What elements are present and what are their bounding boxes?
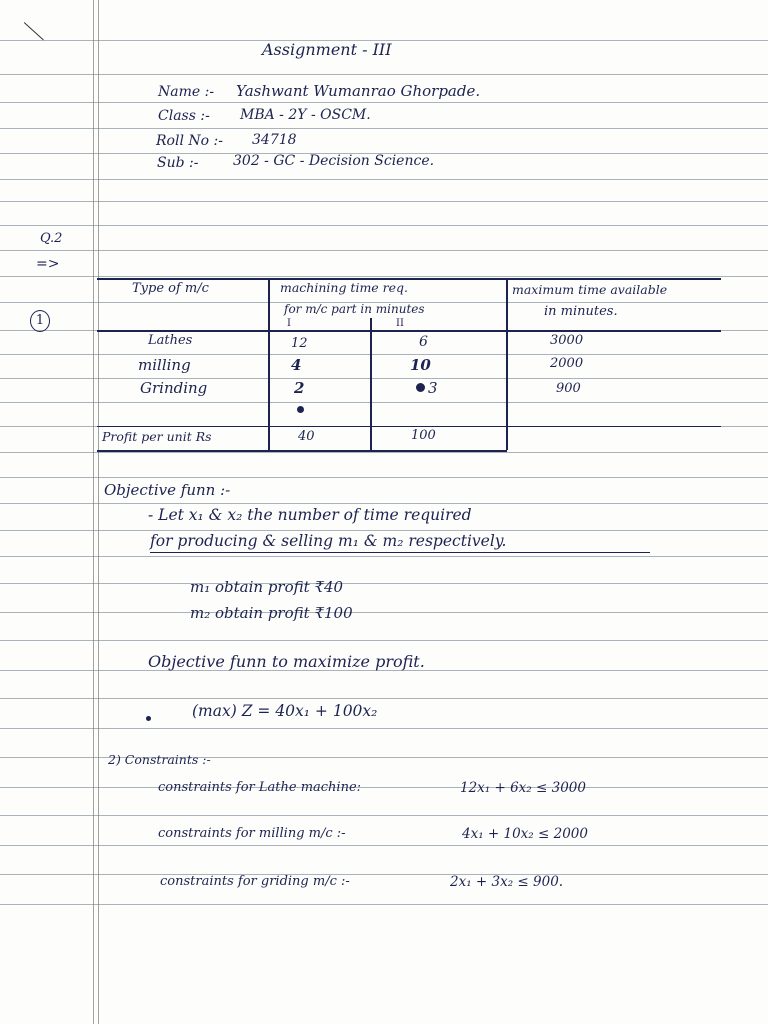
row-product-one: 12 [291, 336, 308, 351]
rule-line [0, 583, 768, 584]
row-product-two: 3 [428, 379, 438, 397]
rule-line [0, 530, 768, 531]
rule-line [0, 201, 768, 202]
header-product-one: I [287, 318, 291, 329]
rule-line [0, 728, 768, 729]
row-type: Grinding [140, 379, 208, 397]
rule-line [0, 354, 768, 355]
header-type: Type of m/c [132, 281, 209, 296]
margin-line [93, 0, 94, 1024]
header-max-line1: maximum time available [512, 282, 668, 297]
table-column-divider [370, 318, 372, 450]
rule-line [0, 102, 768, 103]
rule-line [0, 179, 768, 180]
rule-line [0, 225, 768, 226]
row-type: Lathes [148, 333, 193, 348]
part-one-marker: 1 [30, 310, 50, 332]
table-column-divider [506, 278, 508, 450]
table-row-divider [97, 426, 721, 427]
profit-product-two: 100 [411, 428, 436, 443]
table-border-top [97, 278, 721, 280]
objective-statement: Objective funn to maximize profit. [148, 652, 425, 671]
roll-label: Roll No :- [156, 133, 223, 149]
objective-heading: Objective funn :- [104, 481, 231, 499]
table-border-bottom [97, 450, 507, 452]
profit-label: Profit per unit Rs [102, 429, 212, 444]
header-max-line2: in minutes. [544, 304, 618, 319]
rule-line [0, 402, 768, 403]
m2-profit: m₂ obtain profit ₹100 [190, 604, 353, 622]
pen-stroke [24, 22, 44, 40]
rule-line [0, 904, 768, 905]
rule-line [0, 74, 768, 75]
row-max-time: 900 [556, 381, 581, 396]
bullet-dot [146, 716, 151, 721]
roll-value: 34718 [252, 132, 297, 148]
constraint-expression: 12x₁ + 6x₂ ≤ 3000 [460, 780, 586, 796]
rule-line [0, 477, 768, 478]
page-title: Assignment - III [262, 40, 392, 59]
row-max-time: 3000 [550, 333, 584, 348]
header-product-two: II [396, 318, 404, 329]
rule-line [0, 640, 768, 641]
constraint-label: constraints for Lathe machine: [158, 780, 362, 795]
header-machining-line1: machining time req. [280, 280, 409, 295]
rule-line [0, 452, 768, 453]
margin-line [98, 0, 99, 1024]
subject-value: 302 - GC - Decision Science. [233, 153, 435, 169]
question-number: Q.2 [40, 231, 63, 246]
ink-blot [416, 383, 425, 392]
row-max-time: 2000 [550, 356, 584, 371]
name-value: Yashwant Wumanrao Ghorpade. [236, 82, 481, 100]
rule-line [0, 698, 768, 699]
rule-line [0, 250, 768, 251]
decision-variable-definition: - Let x₁ & x₂ the number of time required [148, 506, 472, 524]
answer-arrow: => [36, 256, 60, 272]
constraint-expression: 2x₁ + 3x₂ ≤ 900. [450, 874, 564, 890]
row-type: milling [138, 356, 191, 374]
m1-profit: m₁ obtain profit ₹40 [190, 578, 344, 596]
rule-line [0, 815, 768, 816]
constraints-heading: 2) Constraints :- [108, 752, 211, 767]
decision-variable-definition-cont: for producing & selling m₁ & m₂ respectively. [150, 532, 507, 550]
rule-line [0, 503, 768, 504]
header-machining-line2: for m/c part in minutes [284, 302, 425, 316]
rule-line [0, 128, 768, 129]
table-column-divider [268, 278, 270, 450]
row-product-two: 10 [410, 356, 431, 374]
class-value: MBA - 2Y - OSCM. [240, 107, 371, 123]
rule-line [0, 845, 768, 846]
rule-line [0, 378, 768, 379]
row-product-one: 2 [294, 379, 305, 397]
subject-label: Sub :- [157, 155, 199, 171]
name-label: Name :- [158, 84, 215, 100]
rule-line [0, 787, 768, 788]
profit-product-one: 40 [298, 429, 315, 444]
class-label: Class :- [158, 108, 210, 124]
ink-blot [297, 406, 304, 413]
rule-line [0, 556, 768, 557]
table-header-divider [97, 330, 721, 332]
row-product-one: 4 [291, 356, 302, 374]
rule-line [0, 612, 768, 613]
constraint-label: constraints for griding m/c :- [160, 874, 350, 889]
constraint-label: constraints for milling m/c :- [158, 826, 346, 841]
objective-equation: (max) Z = 40x₁ + 100x₂ [192, 702, 378, 720]
handwritten-underline [150, 552, 650, 553]
rule-line [0, 276, 768, 277]
row-product-two: 6 [419, 334, 428, 350]
constraint-expression: 4x₁ + 10x₂ ≤ 2000 [462, 826, 588, 842]
rule-line [0, 874, 768, 875]
